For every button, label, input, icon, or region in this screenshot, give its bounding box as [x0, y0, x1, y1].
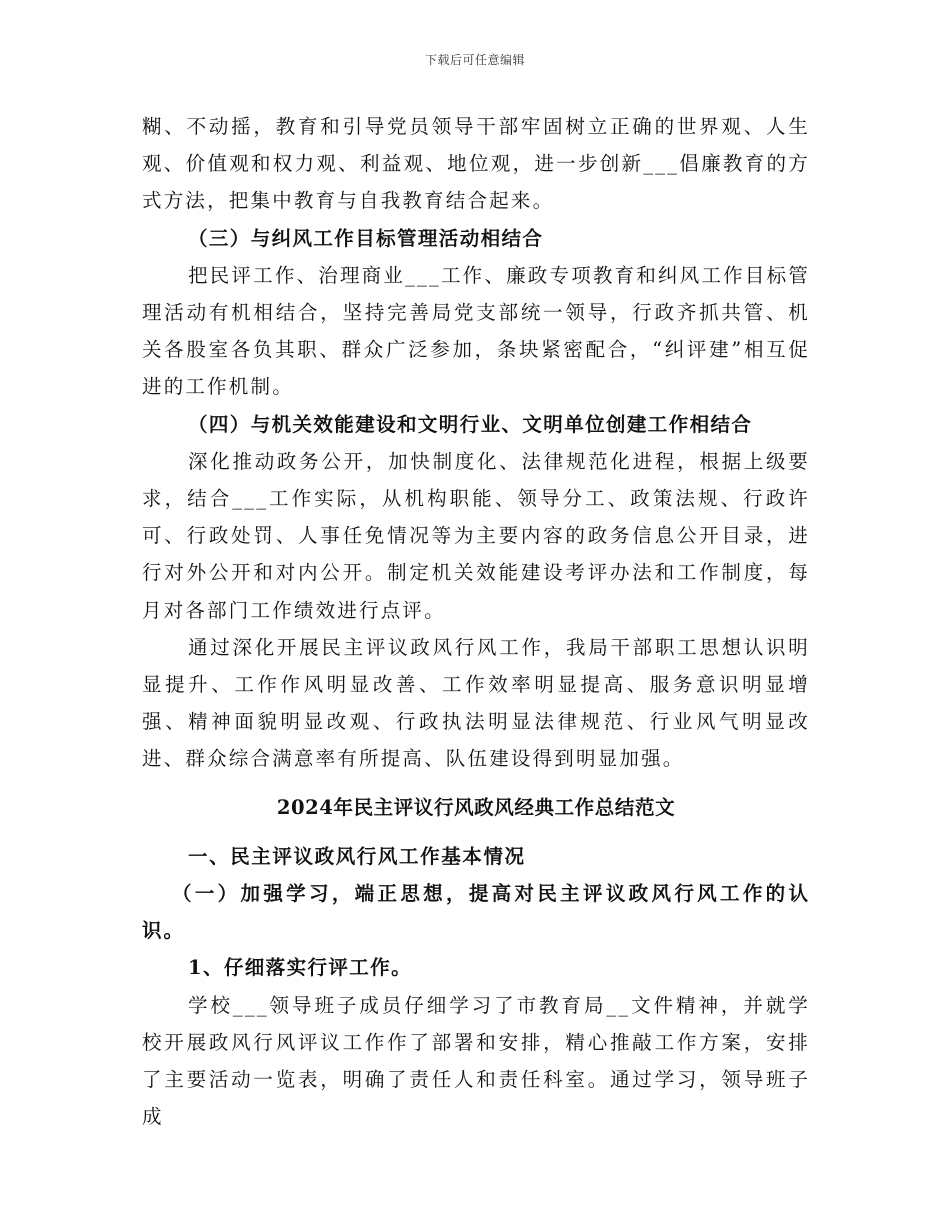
- paragraph-section-4: 深化推动政务公开，加快制度化、法律规范化进程，根据上级要求，结合___工作实际，从机构职能、领导分工、政策法规、行政许可、行政处罚、人事任免情况等为主要内容的政务信息公开目录，进行对外公开和对内公开。制定机关效能建设考评办法和工作制度，每月对各部门工作绩效进行点评。: [142, 449, 810, 622]
- section-heading-1: 一、民主评议政风行风工作基本情况: [188, 844, 526, 868]
- paragraph-item-1: 学校___领导班子成员仔细学习了市教育局__文件精神，并就学校开展政风行风评议工作作了部署和安排，精心推敲工作方案，安排了主要活动一览表，明确了责任人和责任科室。通过学习，领导班子成: [142, 993, 810, 1129]
- paragraph-intro: 糊、不动摇，教育和引导党员领导干部牢固树立正确的世界观、人生观、价值观和权力观、利益观、地位观，进一步创新___倡廉教育的方式方法，把集中教育与自我教育结合起来。: [142, 115, 810, 213]
- document-title: 2024年民主评议行风政风经典工作总结范文: [276, 795, 676, 819]
- document-body: [142, 108, 810, 1135]
- heading-section-4: （四）与机关效能建设和文明行业、文明单位创建工作相结合: [188, 412, 753, 436]
- page-header-note: 下载后可任意编辑: [424, 53, 525, 67]
- subsection-heading-1: （一）加强学习，端正思想，提高对民主评议政风行风工作的认识。: [142, 882, 810, 943]
- paragraph-summary: 通过深化开展民主评议政风行风工作，我局干部职工思想认识明显提升、工作作风明显改善、工作效率明显提高、服务意识明显增强、精神面貌明显改观、行政执法明显法律规范、行业风气明显改进、群众综合满意率有所提高、队伍建设得到明显加强。: [142, 635, 810, 771]
- paragraph-section-3: 把民评工作、治理商业___工作、廉政专项教育和纠风工作目标管理活动有机相结合，坚持完善局党支部统一领导，行政齐抓共管、机关各股室各负其职、群众广泛参加，条块紧密配合，“纠评建”相互促进的工作机制。: [142, 263, 810, 399]
- item-heading-1: 1、仔细落实行评工作。: [188, 956, 412, 980]
- heading-section-3: （三）与纠风工作目标管理活动相结合: [188, 226, 544, 250]
